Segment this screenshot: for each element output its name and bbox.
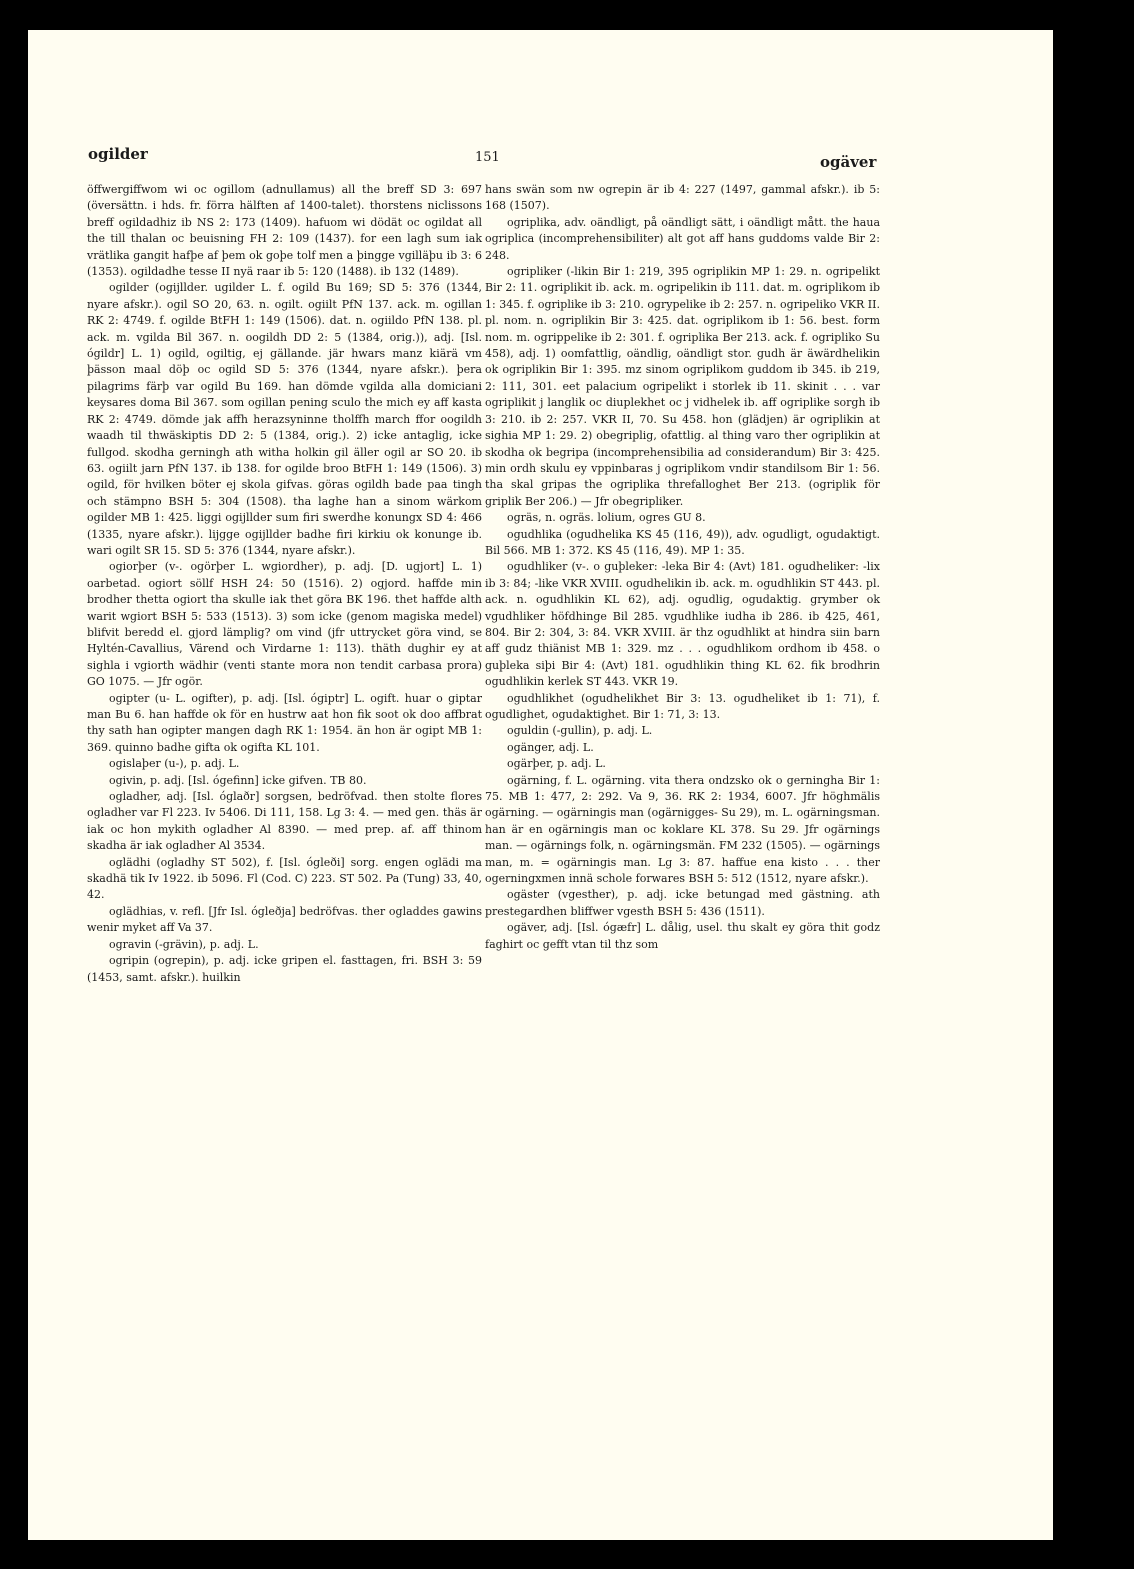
entry-text: ogudhlika (ogudhelika KS 45 (116, 49)), adv. ogudligt, ogudaktigt. Bil 566. MB 1: 372. KS 45 (116, 49). MP 1: 35.	[485, 527, 880, 557]
page-number: 151	[475, 150, 500, 165]
entry-text: oglädhias, v. refl. [Jfr Isl. ógleðja] bedröfvas. ther ogladdes gawins wenir myket aff Va 37.	[87, 904, 482, 935]
entry-text: ogudhlikhet (ogudhelikhet Bir 3: 13. ogudheliket ib 1: 71), f. ogudlighet, ogudaktighet. Bir 1: 71, 3: 13.	[485, 691, 880, 721]
entry-text: ogladher, adj. [Isl. óglaðr] sorgsen, bedröfvad. then stolte flores ogladher var Fl 223. Iv 5406. Di 111, 158. Lg 3: 4. — med gen. thäs är iak oc hon mykith ogladher Al 8390. — med prep. af. aff thinom skadha är iak ogladher Al 3534.	[87, 790, 482, 853]
entry-text: ogravin (-grävin), p. adj. L.	[109, 937, 259, 951]
entry-text: ogiorþer (v-. ogörþer L. wgiordher), p. adj. [D. ugjort] L. 1) oarbetad. ogiort söllf HSH 24: 50 (1516). 2) ogjord. haffde min brodher thetta ogiort tha skulle iak thet göra BK 196. thet haffde alth warit wgiort BSH 5: 533 (1513). 3) som icke (genom magiska medel) blifvit beredd el. gjord lämplig? om vind (jfr uttrycket göra vind, se Hyltén-Cavallius, Värend och Virdarne 1: 113). thäth dughir ey at sighla i vgiorth wädhir (venti stante mora non tendit carbasa prora) GO 1075. — Jfr ogör.	[87, 560, 482, 689]
header-right-word: ogäver	[820, 153, 877, 171]
entry-text: oglädhi (ogladhy ST 502), f. [Isl. ógleði] sorg. engen oglädi ma skadhä tik Iv 1922. ib 5096. Fl (Cod. C) 223. ST 502. Pa (Tung) 33, 40, 42.	[87, 855, 482, 902]
entry-text: ogriplika, adv. oändligt, på oändligt sätt, i oändligt mått. the haua ogriplica (incomprehensibiliter) alt got aff hans guddoms valde Bir 2: 248.	[485, 215, 880, 262]
dictionary-page	[28, 30, 1053, 1540]
entry-text: öffwergiffwom wi oc ogillom (adnullamus) all the breff SD 3: 697 (översättn. i hds. fr. förra hälften af 1400-talet). thorstens niclissons breff ogildadhiz ib NS 2: 173 (1409). hafuom wi dödät oc ogildat all the till thalan oc beuisning FH 2: 109 (1437). for een lagh sum iak vrätlika gangit hafþe af þem ok goþe tolf men a þingge vgilläþu ib 3: 6 (1353). ogildadhe tesse II nyä raar ib 5: 120 (1488). ib 132 (1489).	[87, 183, 482, 279]
entry-text: ogänger, adj. L.	[507, 740, 594, 754]
entry-text: ogilder (ogijllder. ugilder L. f. ogild Bu 169; SD 5: 376 (1344, nyare afskr.). ogil SO 20, 63. n. ogilt. ogiilt PfN 137. ack. m. ogillan RK 2: 4749. f. ogilde BtFH 1: 149 (1506). dat. n. ogiildo PfN 138. pl. ack. m. vgilda Bil 367. n. oogildh DD 2: 5 (1384, orig.)), adj. [Isl. ógildr] L. 1) ogild, ogiltig, ej gällande. jär hwars manz kiärä vm þässon maal döþ oc ogild SD 5: 376 (1344, nyare afskr.). þera pilagrims färþ var ogild Bu 169. han dömde vgilda alla domiciani keysares doma Bil 367. som ogillan pening sculo the mich ey aff kasta RK 2: 4749. dömde jak affh herazsyninne tholffh march ffor oogildh waadh til thwäskiptis DD 2: 5 (1384, orig.). 2) icke antaglig, icke fullgod. skodha gerningh ath witha holkin gil äller ogil ar SO 20. ib 63. ogiilt jarn PfN 137. ib 138. for ogilde broo BtFH 1: 149 (1506). 3) ogild, för hvilken böter ej skola gifvas. göras ogildh bade paa tingh och stämpno BSH 5: 304 (1508). tha laghe han a sinom wärkom ogilder MB 1: 425. liggi ogijllder sum firi swerdhe konungx SD 4: 466 (1335, nyare afskr.). lijgge ogijllder badhe firi kirkiu ok konunge ib. wari ogilt SR 15. SD 5: 376 (1344, nyare afskr.).	[87, 281, 482, 557]
entry-text: ogripliker (-likin Bir 1: 219, 395 ogriplikin MP 1: 29. n. ogripelikt Bir 2: 11. ogriplikit ib. ack. m. ogripelikin ib 111. dat. m. ogriplikom ib 1: 345. f. ogriplike ib 3: 210. ogrypelike ib 2: 257. n. ogripeliko VKR II. pl. nom. n. ogriplikin Bir 3: 425. dat. ogriplikom ib 1: 56. best. form nom. m. ogrippelike ib 2: 301. f. ogriplika Ber 213. ack. f. ogripliko Su 458), adj. 1) oomfattlig, oändlig, oändligt stor. gudh är äwärdhelikin ok ogriplikin Bir 1: 395. mz sinom ogriplikom guddom ib 345. ib 219, 2: 111, 301. eet palacium ogripelikt i storlek ib 11. skinit . . . var ogriplikit j langlik oc diuplekhet oc j vidhelek ib. aff ogriplike sorgh ib 3: 210. ib 2: 257. VKR II, 70. Su 458. hon (glädjen) är ogriplikin at sighia MP 1: 29. 2) obegriplig, ofattlig. al thing varo ther ogriplikin at skodha ok begripa (incomprehensibilia ad considerandum) Bir 3: 425. min ordh skulu ey vppinbaras j ogriplikom vndir standilsom Bir 1: 56. tha skal gripas the ogriplika threfalloghet Ber 213. (ogriplik för griplik Ber 206.) — Jfr obegripliker.	[485, 265, 880, 508]
entry-text: ogäver, adj. [Isl. ógæfr] L. dålig, usel. thu skalt ey göra thit godz faghirt oc gefft vtan til thz som	[485, 921, 880, 951]
entry-text: oguldin (-gullin), p. adj. L.	[507, 724, 653, 738]
header-left-word: ogilder	[88, 145, 148, 163]
entry-text: ogislaþer (u-), p. adj. L.	[109, 757, 240, 771]
entry-text: hans swän som nw ogrepin är ib 4: 227 (1497, gammal afskr.). ib 5: 168 (1507).	[485, 183, 880, 213]
entry-text: ogärning, f. L. ogärning. vita thera ondzsko ok o gerningha Bir 1: 75. MB 1: 477, 2: 292. Va 9, 36. RK 2: 1934, 6007. Jfr höghmälis ogärning. — ogärningis man (ogärnigges- Su 29), m. L. ogärningsman. han är en ogärningis man oc koklare KL 378. Su 29. Jfr ogärnings man. — ogärnings folk, n. ogärningsmän. FM 232 (1505). — ogärnings man, m. = ogärningis man. Lg 3: 87. haffue ena kisto . . . ther ogerningxmen innä schole forwares BSH 5: 512 (1512, nyare afskr.).	[485, 773, 880, 886]
entry-text: ogipter (u- L. ogifter), p. adj. [Isl. ógiptr] L. ogift. huar o giptar man Bu 6. han haffde ok för en hustrw aat hon fik soot ok doo affbrat thy sath han ogipter mangen dagh RK 1: 1954. än hon är ogipt MB 1: 369. quinno badhe gifta ok ogifta KL 101.	[87, 691, 482, 754]
entry-text: ogivin, p. adj. [Isl. ógefinn] icke gifven. TB 80.	[109, 773, 367, 787]
entry-text: ogärþer, p. adj. L.	[507, 757, 606, 771]
entry-text: ogräs, n. ogräs. lolium, ogres GU 8.	[507, 511, 706, 525]
entry-text: ogripin (ogrepin), p. adj. icke gripen el. fasttagen, fri. BSH 3: 59 (1453, samt. afskr.). huilkin	[87, 954, 482, 984]
entry-text: ogudhliker (v-. o guþleker: -leka Bir 4: (Avt) 181. ogudheliker: -lix ib 3: 84; -like VKR XVIII. ogudhelikin ib. ack. m. ogudhlikin ST 443. pl. ack. n. ogudhlikin KL 62), adj. ogudlig, ogudaktig. grymber ok vgudhliker höfdhinge Bil 285. vgudhlike iudha ib 286. ib 425, 461, 804. Bir 2: 304, 3: 84. VKR XVIII. är thz ogudhlikt at hindra siin barn aff gudz thiänist MB 1: 329. mz . . . ogudhlikom ordhom ib 458. o guþleka siþi Bir 4: (Avt) 181. ogudhlikin thing KL 62. fik brodhrin ogudhlikin kerlek ST 443. VKR 19.	[485, 560, 880, 689]
left-column	[87, 182, 482, 986]
right-column	[485, 182, 880, 953]
entry-text: ogäster (vgesther), p. adj. icke betungad med gästning. ath prestegardhen bliffwer vgesth BSH 5: 436 (1511).	[485, 888, 880, 918]
